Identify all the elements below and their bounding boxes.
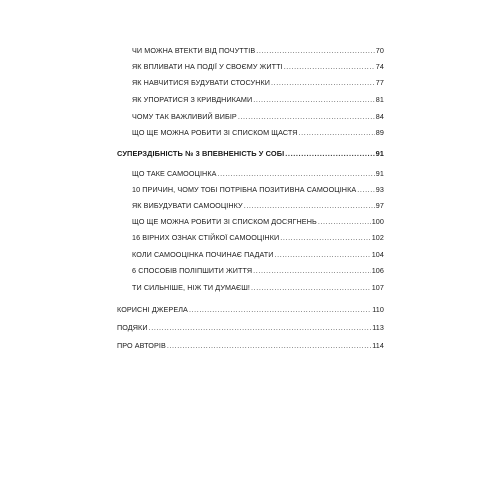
- toc-entry: [132, 200, 384, 212]
- toc-dot-leader: [284, 61, 375, 73]
- toc-entry-title: КОЛИ САМООЦІНКА ПОЧИНАЄ ПАДАТИ: [132, 250, 274, 259]
- toc-entry: [132, 216, 384, 228]
- toc-section-title: ПОДЯКИ: [117, 323, 148, 332]
- toc-dot-leader: [167, 340, 371, 352]
- toc-entry-page: 89: [375, 128, 384, 137]
- toc-dot-leader: [357, 184, 375, 196]
- toc-entry: [132, 77, 384, 89]
- toc-chapter: [117, 148, 384, 160]
- toc-entry-page: 106: [371, 266, 384, 275]
- toc-chapter-title: СУПЕРЗДІБНІСТЬ № 3 ВПЕВНЕНІСТЬ У СОБІ: [117, 149, 285, 158]
- toc-entry: [132, 45, 384, 57]
- toc-entry-title: ЯК ВПЛИВАТИ НА ПОДІЇ У СВОЄМУ ЖИТТІ: [132, 62, 283, 71]
- toc-dot-leader: [244, 200, 375, 212]
- toc-entry: [132, 94, 384, 106]
- toc-entry-title: ТИ СИЛЬНІШЕ, НІЖ ТИ ДУМАЄШ!: [132, 283, 251, 292]
- toc-entry-title: ЯК ВИБУДУВАТИ САМООЦІНКУ: [132, 201, 243, 210]
- toc-entry-title: ЧОМУ ТАК ВАЖЛИВИЙ ВИБІР: [132, 112, 237, 121]
- toc-entry-title: ЯК УПОРАТИСЯ З КРИВДНИКАМИ: [132, 95, 253, 104]
- toc-entry-page: 102: [371, 233, 384, 242]
- toc-entry: [132, 184, 384, 196]
- toc-section-page: 110: [372, 305, 384, 314]
- toc-dot-leader: [285, 148, 374, 160]
- toc-entry: [132, 61, 384, 73]
- toc-section: [117, 340, 384, 352]
- toc-entry-page: 100: [371, 217, 384, 226]
- toc-entry: [132, 282, 384, 294]
- toc-entry-page: 84: [375, 112, 384, 121]
- toc-section-title: КОРИСНІ ДЖЕРЕЛА: [117, 305, 188, 314]
- toc-entry: [132, 265, 384, 277]
- toc-dot-leader: [271, 77, 375, 89]
- toc-entry: [132, 111, 384, 123]
- toc-entry: [132, 127, 384, 139]
- toc-entry-title: ЯК НАВЧИТИСЯ БУДУВАТИ СТОСУНКИ: [132, 78, 271, 87]
- toc-entry-page: 93: [375, 185, 384, 194]
- toc-entry-page: 107: [371, 283, 384, 292]
- toc-dot-leader: [299, 127, 375, 139]
- toc-entry-title: 16 ВІРНИХ ОЗНАК СТІЙКОЇ САМООЦІНКИ: [132, 233, 280, 242]
- toc-dot-leader: [189, 304, 371, 316]
- toc-entry-page: 74: [375, 62, 384, 71]
- toc-section-page: 113: [372, 323, 384, 332]
- toc-entry-page: 70: [375, 46, 384, 55]
- toc-entry-page: 77: [375, 78, 384, 87]
- toc-dot-leader: [253, 94, 375, 106]
- toc-entry: [132, 168, 384, 180]
- toc-entry: [132, 232, 384, 244]
- toc-section: [117, 304, 384, 316]
- toc-entry-title: 10 ПРИЧИН, ЧОМУ ТОБІ ПОТРІБНА ПОЗИТИВНА САМООЦІНКА: [132, 185, 357, 194]
- toc-entry-title: ЩО ЩЕ МОЖНА РОБИТИ ЗІ СПИСКОМ ЩАСТЯ: [132, 128, 298, 137]
- toc-dot-leader: [275, 249, 371, 261]
- toc-entry-page: 91: [375, 169, 384, 178]
- toc-dot-leader: [251, 282, 371, 294]
- toc-dot-leader: [318, 216, 371, 228]
- toc-dot-leader: [149, 322, 372, 334]
- toc-dot-leader: [256, 45, 375, 57]
- toc-entry-title: ЩО ЩЕ МОЖНА РОБИТИ ЗІ СПИСКОМ ДОСЯГНЕНЬ: [132, 217, 317, 226]
- toc-entry-title: ЧИ МОЖНА ВТЕКТИ ВІД ПОЧУТТІВ: [132, 46, 256, 55]
- toc-entry-page: 81: [375, 95, 384, 104]
- toc-section-page: 114: [372, 341, 384, 350]
- toc-entry: [132, 249, 384, 261]
- toc-entry-page: 104: [371, 250, 384, 259]
- toc-entry-title: ЩО ТАКЕ САМООЦІНКА: [132, 169, 217, 178]
- toc-dot-leader: [238, 111, 375, 123]
- toc-section-title: ПРО АВТОРІВ: [117, 341, 166, 350]
- toc-dot-leader: [253, 265, 371, 277]
- toc-chapter-page: 91: [375, 149, 384, 158]
- toc-dot-leader: [280, 232, 370, 244]
- toc-section: [117, 322, 384, 334]
- toc-entry-page: 97: [375, 201, 384, 210]
- toc-dot-leader: [218, 168, 375, 180]
- toc-entry-title: 6 СПОСОБІВ ПОЛІПШИТИ ЖИТТЯ: [132, 266, 253, 275]
